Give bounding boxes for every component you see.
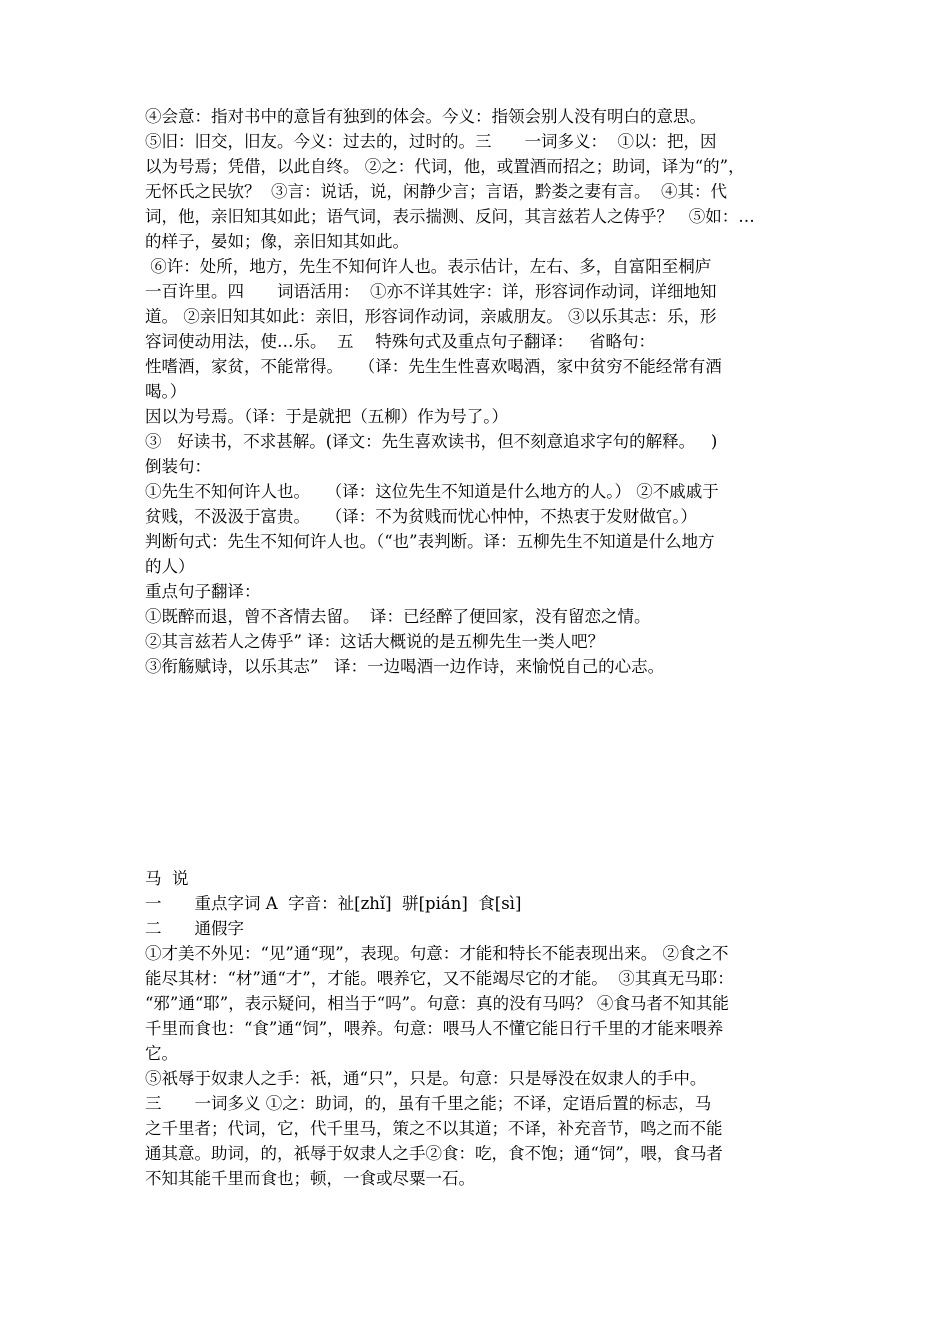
text-line: ⑤祇辱于奴隶人之手：祇，通“只”，只是。句意：只是辱没在奴隶人的手中。 [145,1069,707,1088]
text-line: 二 通假字 [145,919,244,938]
text-line: 贫贱，不汲汲于富贵。 （译：不为贫贱而忧心忡忡，不热衷于发财做官。） [145,507,697,526]
text-line: 判断句式：先生不知何许人也。（“也”表判断。译：五柳先生不知道是什么地方 [145,532,715,551]
text-line: 因以为号焉。（译：于是就把（五柳）作为号了。） [145,407,508,426]
text-line: 千里而食也：“食”通“饲”，喂养。句意：喂马人不懂它能日行千里的才能来喂养 [145,1019,724,1038]
text-line: 词，他，亲旧知其如此；语气词，表示揣测、反问，其言兹若人之俦乎？ ⑤如：… [145,207,755,226]
text-line: 通其意。助词，的，祇辱于奴隶人之手②食：吃，食不饱；通“饲”，喂，食马者 [145,1144,723,1163]
text-line: 倒装句： [145,457,211,476]
text-block-ma-shuo [145,866,810,1191]
text-block-wuliu-notes [145,104,810,679]
text-line: 三 一词多义 ①之：助词，的，虽有千里之能；不译，定语后置的标志，马 [145,1094,712,1113]
text-line: 的样子，晏如；像，亲旧知其如此。 [145,232,409,251]
text-line: 无怀氏之民欤？ ③言：说话，说，闲静少言；言语，黔娄之妻有言。 ④其：代 [145,182,727,201]
text-line: 重点句子翻译： [145,582,261,601]
text-line: 道。 ②亲旧知其如此：亲旧，形容词作动词，亲戚朋友。 ③以乐其志：乐，形 [145,307,717,326]
text-line: 性嗜酒，家贫，不能常得。 （译：先生生性喜欢喝酒，家中贫穷不能经常有酒 [145,357,722,376]
text-line: 一百许里。四 词语活用： ①亦不详其姓字：详，形容词作动词，详细地知 [145,282,717,301]
text-line: ⑤旧：旧交，旧友。今义：过去的，过时的。三 一词多义： ①以：把，因 [145,132,717,151]
text-line: ③衔觞赋诗，以乐其志” 译：一边喝酒一边作诗，来愉悦自己的心志。 [145,657,665,676]
section-title: 马 说 [145,869,189,888]
text-line: 它。 [145,1044,178,1063]
text-line: 喝。） [145,382,187,401]
text-line: ⑥许：处所，地方，先生不知何许人也。表示估计，左右、多，自富阳至桐庐 [145,257,712,276]
text-line: 能尽其材：“材”通“才”，才能。喂养它，又不能竭尽它的才能。 ③其真无马耶： [145,969,734,988]
text-line: 容词使动用法，使…乐。 五 特殊句式及重点句子翻译： 省略句： [145,332,655,351]
text-line: 的人） [145,557,195,576]
text-line: “邪”通“耶”，表示疑问，相当于“吗”。句意：真的没有马吗？ ④食马者不知其能 [145,994,729,1013]
text-line: ③ 好读书，不求甚解。(译文：先生喜欢读书，但不刻意追求字句的解释。 ) [145,432,718,451]
text-line: ④会意：指对书中的意旨有独到的体会。今义：指领会别人没有明白的意思。 [145,107,706,126]
text-line: ①才美不外见：“见”通“现”，表现。句意：才能和特长不能表现出来。 ②食之不 [145,944,729,963]
text-line: ①先生不知何许人也。 （译：这位先生不知道是什么地方的人。） ②不戚戚于 [145,482,719,501]
text-line: 之千里者；代词，它，代千里马，策之不以其道；不译，补充音节，鸣之而不能 [145,1119,723,1138]
text-line: 以为号焉；凭借，以此自终。 ②之：代词，他，或置酒而招之；助词，译为“的”， [145,157,745,176]
text-line: ①既醉而退，曾不吝情去留。 译：已经醉了便回家，没有留恋之情。 [145,607,651,626]
text-line: 一 重点字词 A 字音：祉[zhǐ] 骈[pián] 食[sì] [145,894,522,913]
text-line: 不知其能千里而食也；顿，一食或尽粟一石。 [145,1169,475,1188]
text-line: ②其言兹若人之俦乎” 译：这话大概说的是五柳先生一类人吧？ [145,632,605,651]
